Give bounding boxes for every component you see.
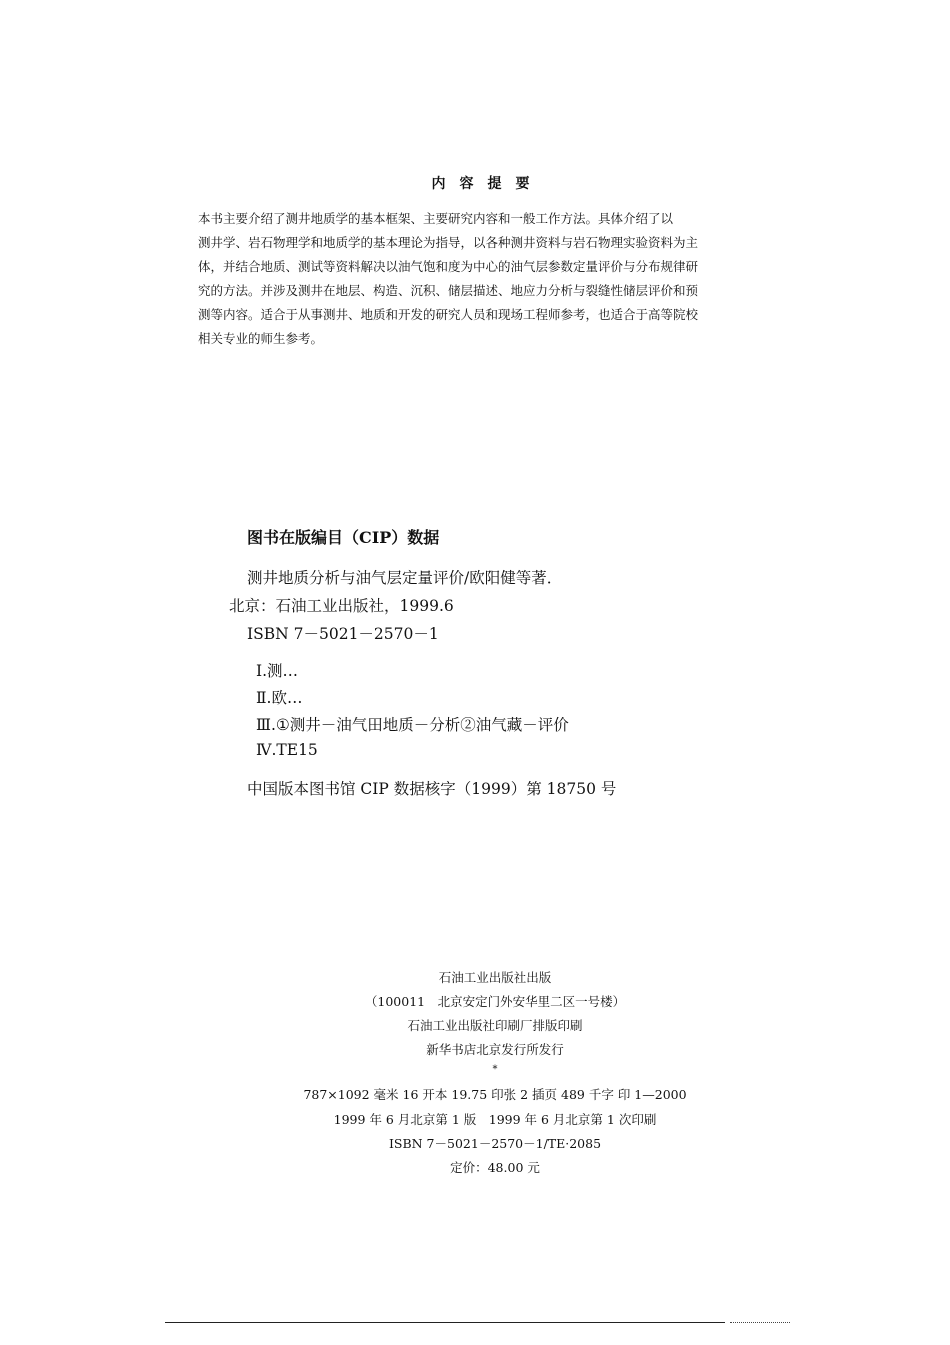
cip-imprint-line: 北京：石油工业出版社，1999.6 bbox=[229, 597, 454, 615]
cip-record-line: 中国版本图书馆 CIP 数据核字（1999）第 18750 号 bbox=[247, 780, 617, 798]
summary-line: 测井学、岩石物理学和地质学的基本理论为指导，以各种测井资料与岩石物理实验资料为主 bbox=[198, 235, 699, 250]
summary-line: 体，并结合地质、测试等资料解决以油气饱和度为中心的油气层参数定量评价与分布规律研 bbox=[198, 259, 699, 274]
cip-index-item: Ⅳ.TE15 bbox=[256, 741, 318, 759]
cip-title-line: 测井地质分析与油气层定量评价/欧阳健等著． bbox=[247, 569, 563, 587]
distributor-line: 新华书店北京发行所发行 bbox=[426, 1042, 564, 1057]
cip-index-item: Ⅰ.测… bbox=[256, 662, 299, 680]
cip-index-item: Ⅲ.①测井－油气田地质－分析②油气藏－评价 bbox=[256, 716, 569, 734]
cip-isbn-line: ISBN 7－5021－2570－1 bbox=[247, 625, 439, 643]
cip-heading: 图书在版编目（CIP）数据 bbox=[247, 528, 440, 547]
summary-line: 测等内容。适合于从事测井、地质和开发的研究人员和现场工程师参考，也适合于高等院校 bbox=[198, 307, 699, 322]
publisher-line: 石油工业出版社出版 bbox=[438, 970, 552, 985]
publisher-address: （100011 北京安定门外安华里二区一号楼） bbox=[364, 994, 626, 1009]
edition-line: 1999 年 6 月北京第 1 版 1999 年 6 月北京第 1 次印刷 bbox=[333, 1112, 657, 1127]
summary-line: 究的方法。并涉及测井在地层、构造、沉积、储层描述、地应力分析与裂缝性储层评价和预 bbox=[198, 283, 699, 298]
summary-body bbox=[198, 207, 778, 351]
isbn-line: ISBN 7－5021－2570－1/TE·2085 bbox=[388, 1136, 602, 1151]
bottom-rule-dotted bbox=[730, 1322, 790, 1323]
cip-index-item: Ⅱ.欧… bbox=[256, 689, 303, 707]
summary-line: 相关专业的师生参考。 bbox=[198, 331, 324, 346]
price-line: 定价：48.00 元 bbox=[450, 1160, 540, 1175]
printer-line: 石油工业出版社印刷厂排版印刷 bbox=[407, 1018, 583, 1033]
summary-title: 内容提要 bbox=[431, 176, 544, 192]
separator-asterisk: * bbox=[492, 1064, 498, 1075]
summary-line: 本书主要介绍了测井地质学的基本框架、主要研究内容和一般工作方法。具体介绍了以 bbox=[198, 211, 674, 226]
bottom-rule bbox=[165, 1322, 725, 1323]
format-line: 787×1092 毫米 16 开本 19.75 印张 2 插页 489 千字 印 1—2000 bbox=[303, 1087, 687, 1102]
